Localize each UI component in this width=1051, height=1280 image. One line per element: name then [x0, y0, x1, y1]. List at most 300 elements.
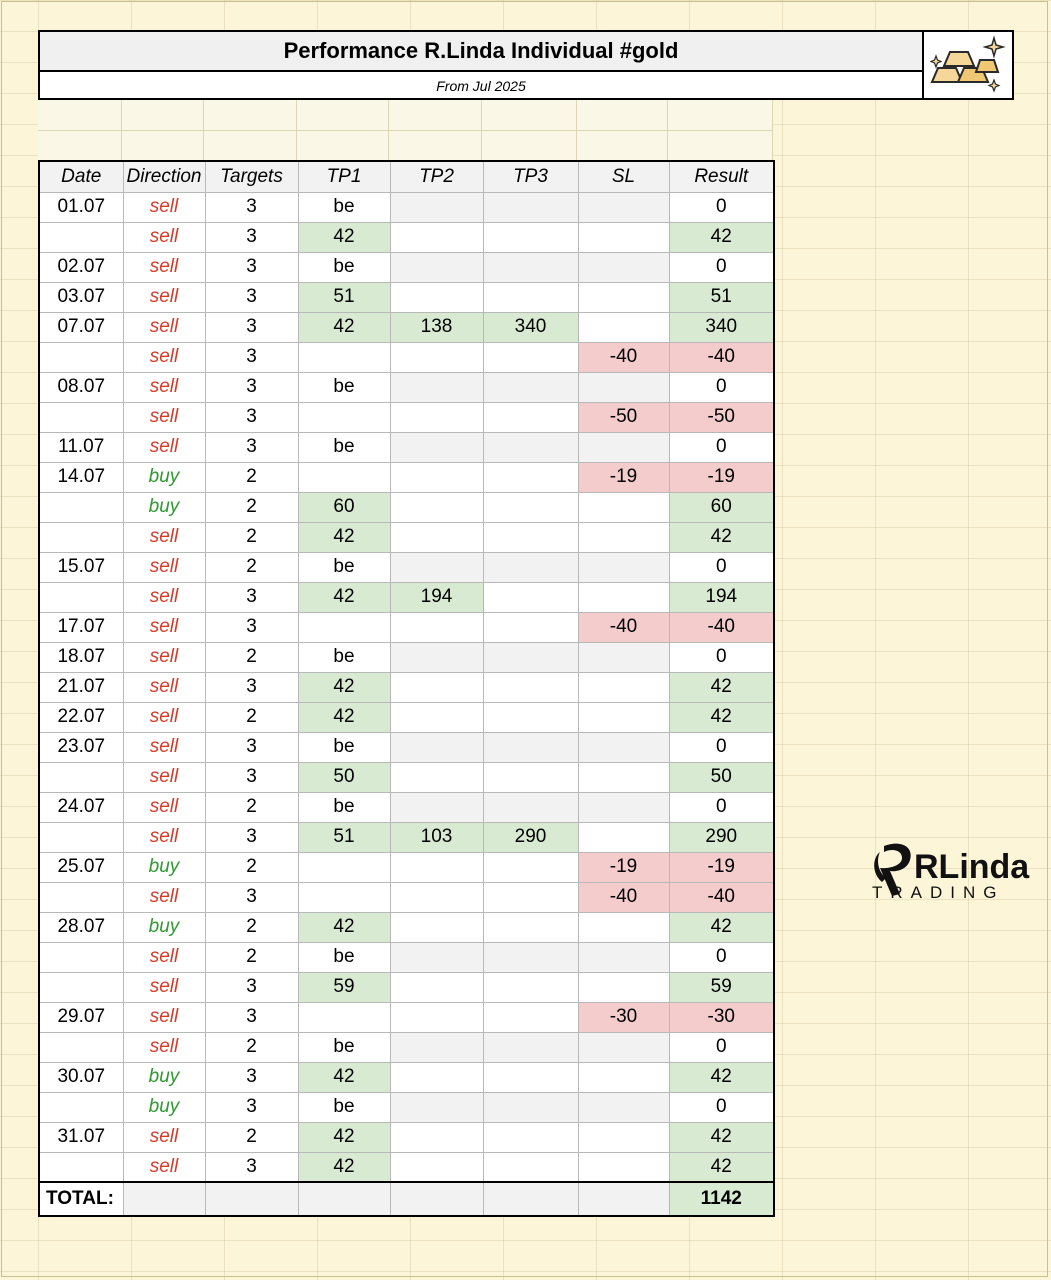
- table-row: [39, 762, 774, 792]
- cell-direction: sell: [123, 1032, 205, 1062]
- cell-direction: buy: [123, 1092, 205, 1122]
- cell-tp1: 42: [298, 912, 390, 942]
- table-row: [39, 552, 774, 582]
- cell-tp2: [390, 972, 483, 1002]
- cell-date: [39, 942, 123, 972]
- col-header-tp2: TP2: [390, 161, 483, 192]
- cell-tp1: be: [298, 792, 390, 822]
- cell-tp3: [483, 1152, 578, 1182]
- cell-result: 0: [669, 732, 774, 762]
- table-row: [39, 1002, 774, 1032]
- cell-sl: -40: [578, 342, 669, 372]
- cell-tp2: [390, 432, 483, 462]
- cell-sl: [578, 312, 669, 342]
- cell-tp2: [390, 912, 483, 942]
- cell-tp2: [390, 282, 483, 312]
- cell-direction: sell: [123, 342, 205, 372]
- cell-targets: 2: [205, 492, 298, 522]
- cell-result: 0: [669, 1032, 774, 1062]
- cell-result: 42: [669, 1152, 774, 1182]
- cell-tp1: be: [298, 192, 390, 222]
- cell-tp1: [298, 612, 390, 642]
- cell-direction: sell: [123, 642, 205, 672]
- cell-sl: [578, 282, 669, 312]
- cell-tp1: 42: [298, 702, 390, 732]
- cell-tp3: [483, 222, 578, 252]
- cell-direction: sell: [123, 672, 205, 702]
- cell-tp3: [483, 882, 578, 912]
- cell-result: 42: [669, 702, 774, 732]
- performance-table: [38, 160, 775, 1217]
- cell-tp2: [390, 702, 483, 732]
- cell-date: 21.07: [39, 672, 123, 702]
- cell-date: 24.07: [39, 792, 123, 822]
- table-row: [39, 462, 774, 492]
- cell-tp3: [483, 522, 578, 552]
- cell-tp2: [390, 492, 483, 522]
- cell-result: -40: [669, 612, 774, 642]
- cell-sl: [578, 672, 669, 702]
- cell-direction: sell: [123, 312, 205, 342]
- cell-sl: [578, 792, 669, 822]
- cell-date: 14.07: [39, 462, 123, 492]
- cell-sl: [578, 822, 669, 852]
- cell-targets: 3: [205, 282, 298, 312]
- cell-direction: sell: [123, 432, 205, 462]
- cell-date: 31.07: [39, 1122, 123, 1152]
- cell-result: 0: [669, 1092, 774, 1122]
- cell-sl: [578, 702, 669, 732]
- cell-date: 29.07: [39, 1002, 123, 1032]
- cell-targets: 2: [205, 462, 298, 492]
- cell-date: 30.07: [39, 1062, 123, 1092]
- cell-direction: sell: [123, 702, 205, 732]
- cell-direction: buy: [123, 1062, 205, 1092]
- cell-direction: sell: [123, 732, 205, 762]
- cell-tp2: [390, 642, 483, 672]
- cell-direction: sell: [123, 282, 205, 312]
- table-row: [39, 582, 774, 612]
- cell-result: 0: [669, 942, 774, 972]
- cell-targets: 2: [205, 702, 298, 732]
- cell-result: 0: [669, 252, 774, 282]
- col-header-targets: Targets: [205, 161, 298, 192]
- cell-tp3: [483, 342, 578, 372]
- cell-date: [39, 522, 123, 552]
- cell-date: 28.07: [39, 912, 123, 942]
- cell-sl: -40: [578, 612, 669, 642]
- cell-date: 15.07: [39, 552, 123, 582]
- table-row: [39, 672, 774, 702]
- cell-tp3: [483, 432, 578, 462]
- cell-sl: -19: [578, 852, 669, 882]
- cell-sl: [578, 1152, 669, 1182]
- total-cell-empty: [578, 1182, 669, 1216]
- cell-targets: 3: [205, 372, 298, 402]
- cell-targets: 3: [205, 822, 298, 852]
- cell-direction: sell: [123, 1122, 205, 1152]
- cell-tp3: [483, 252, 578, 282]
- table-row: [39, 642, 774, 672]
- cell-tp3: [483, 282, 578, 312]
- cell-sl: -50: [578, 402, 669, 432]
- cell-tp3: [483, 792, 578, 822]
- cell-tp1: [298, 882, 390, 912]
- cell-sl: -19: [578, 462, 669, 492]
- table-row: [39, 492, 774, 522]
- cell-tp2: [390, 1032, 483, 1062]
- cell-tp2: [390, 1152, 483, 1182]
- cell-result: 0: [669, 552, 774, 582]
- cell-result: 42: [669, 222, 774, 252]
- col-header-tp3: TP3: [483, 161, 578, 192]
- cell-tp1: 42: [298, 1122, 390, 1152]
- cell-sl: [578, 762, 669, 792]
- cell-tp3: [483, 1032, 578, 1062]
- cell-tp1: be: [298, 372, 390, 402]
- cell-result: 60: [669, 492, 774, 522]
- cell-tp2: [390, 792, 483, 822]
- cell-result: -19: [669, 462, 774, 492]
- cell-tp1: be: [298, 942, 390, 972]
- cell-tp1: be: [298, 1092, 390, 1122]
- cell-targets: 3: [205, 1152, 298, 1182]
- cell-sl: [578, 222, 669, 252]
- total-cell-empty: [205, 1182, 298, 1216]
- cell-tp1: 51: [298, 822, 390, 852]
- cell-result: 50: [669, 762, 774, 792]
- table-header-row: [39, 161, 774, 192]
- cell-result: 290: [669, 822, 774, 852]
- cell-tp3: [483, 912, 578, 942]
- cell-direction: sell: [123, 582, 205, 612]
- table-row: [39, 1122, 774, 1152]
- cell-result: 42: [669, 672, 774, 702]
- cell-tp1: 42: [298, 1062, 390, 1092]
- cell-targets: 2: [205, 522, 298, 552]
- cell-date: 17.07: [39, 612, 123, 642]
- table-row: [39, 612, 774, 642]
- cell-result: -50: [669, 402, 774, 432]
- table-row: [39, 432, 774, 462]
- cell-direction: sell: [123, 942, 205, 972]
- cell-result: 0: [669, 372, 774, 402]
- table-row: [39, 972, 774, 1002]
- cell-result: 51: [669, 282, 774, 312]
- table-row: [39, 912, 774, 942]
- cell-date: 23.07: [39, 732, 123, 762]
- cell-tp2: 103: [390, 822, 483, 852]
- cell-targets: 3: [205, 612, 298, 642]
- cell-direction: sell: [123, 882, 205, 912]
- cell-tp3: [483, 762, 578, 792]
- cell-sl: [578, 1122, 669, 1152]
- table-row: [39, 852, 774, 882]
- cell-targets: 2: [205, 1122, 298, 1152]
- cell-date: [39, 1032, 123, 1062]
- cell-targets: 2: [205, 1032, 298, 1062]
- cell-tp2: [390, 192, 483, 222]
- cell-targets: 3: [205, 432, 298, 462]
- cell-tp1: [298, 402, 390, 432]
- table-row: [39, 402, 774, 432]
- cell-tp3: [483, 942, 578, 972]
- cell-sl: [578, 972, 669, 1002]
- cell-direction: sell: [123, 792, 205, 822]
- cell-tp3: [483, 612, 578, 642]
- cell-sl: -40: [578, 882, 669, 912]
- cell-tp2: [390, 222, 483, 252]
- table-row: [39, 342, 774, 372]
- cell-tp1: 42: [298, 582, 390, 612]
- cell-tp3: 340: [483, 312, 578, 342]
- cell-tp3: [483, 852, 578, 882]
- cell-date: [39, 1152, 123, 1182]
- cell-date: 08.07: [39, 372, 123, 402]
- cell-date: [39, 492, 123, 522]
- total-cell-empty: [123, 1182, 205, 1216]
- cell-tp2: [390, 1122, 483, 1152]
- cell-sl: [578, 192, 669, 222]
- cell-tp1: [298, 342, 390, 372]
- cell-tp3: [483, 672, 578, 702]
- cell-tp2: [390, 522, 483, 552]
- cell-targets: 3: [205, 882, 298, 912]
- cell-tp1: [298, 852, 390, 882]
- cell-date: 11.07: [39, 432, 123, 462]
- cell-targets: 2: [205, 942, 298, 972]
- cell-targets: 3: [205, 312, 298, 342]
- cell-sl: [578, 1062, 669, 1092]
- cell-direction: buy: [123, 492, 205, 522]
- cell-sl: [578, 492, 669, 522]
- page-subtitle: From Jul 2025: [436, 78, 526, 94]
- table-row: [39, 372, 774, 402]
- cell-date: 02.07: [39, 252, 123, 282]
- table-row: [39, 702, 774, 732]
- col-header-result: Result: [669, 161, 774, 192]
- brand-name-text: RLinda: [914, 848, 1030, 886]
- cell-result: 42: [669, 912, 774, 942]
- cell-result: 194: [669, 582, 774, 612]
- cell-sl: [578, 432, 669, 462]
- cell-tp2: [390, 882, 483, 912]
- table-row: [39, 822, 774, 852]
- cell-direction: sell: [123, 522, 205, 552]
- cell-targets: 3: [205, 972, 298, 1002]
- table-row: [39, 222, 774, 252]
- brand-tagline-text: TRADING: [872, 883, 1005, 902]
- cell-targets: 3: [205, 1062, 298, 1092]
- cell-date: [39, 1092, 123, 1122]
- cell-direction: sell: [123, 612, 205, 642]
- cell-targets: 3: [205, 402, 298, 432]
- cell-tp1: [298, 462, 390, 492]
- cell-tp1: 50: [298, 762, 390, 792]
- cell-date: 22.07: [39, 702, 123, 732]
- table-row: [39, 792, 774, 822]
- cell-tp1: 51: [298, 282, 390, 312]
- cell-direction: sell: [123, 972, 205, 1002]
- cell-tp2: [390, 1002, 483, 1032]
- cell-direction: buy: [123, 852, 205, 882]
- table-row: [39, 282, 774, 312]
- col-header-tp1: TP1: [298, 161, 390, 192]
- cell-tp2: [390, 762, 483, 792]
- total-result: 1142: [669, 1182, 774, 1216]
- cell-tp2: [390, 372, 483, 402]
- cell-result: 42: [669, 1062, 774, 1092]
- cell-date: [39, 762, 123, 792]
- cell-tp1: 42: [298, 1152, 390, 1182]
- cell-tp3: [483, 1002, 578, 1032]
- table-row: [39, 312, 774, 342]
- cell-tp2: [390, 1062, 483, 1092]
- cell-direction: sell: [123, 402, 205, 432]
- cell-direction: buy: [123, 912, 205, 942]
- total-cell-empty: [298, 1182, 390, 1216]
- cell-tp1: be: [298, 432, 390, 462]
- cell-sl: [578, 942, 669, 972]
- cell-tp1: 42: [298, 312, 390, 342]
- cell-targets: 2: [205, 642, 298, 672]
- col-header-sl: SL: [578, 161, 669, 192]
- cell-tp3: [483, 972, 578, 1002]
- total-label: TOTAL:: [39, 1182, 123, 1216]
- cell-sl: [578, 1032, 669, 1062]
- cell-result: -19: [669, 852, 774, 882]
- cell-targets: 3: [205, 252, 298, 282]
- page-title: Performance R.Linda Individual #gold: [40, 32, 922, 72]
- cell-tp3: [483, 1092, 578, 1122]
- cell-targets: 3: [205, 222, 298, 252]
- cell-result: 42: [669, 522, 774, 552]
- cell-tp2: [390, 552, 483, 582]
- cell-tp1: be: [298, 732, 390, 762]
- cell-sl: [578, 522, 669, 552]
- cell-result: 0: [669, 192, 774, 222]
- cell-date: [39, 342, 123, 372]
- cell-sl: [578, 372, 669, 402]
- cell-date: [39, 582, 123, 612]
- total-cell-empty: [483, 1182, 578, 1216]
- table-row: [39, 1152, 774, 1182]
- table-row: [39, 942, 774, 972]
- cell-direction: sell: [123, 252, 205, 282]
- cell-sl: [578, 642, 669, 672]
- cell-targets: 2: [205, 552, 298, 582]
- cell-result: 0: [669, 642, 774, 672]
- cell-targets: 3: [205, 732, 298, 762]
- cell-result: 59: [669, 972, 774, 1002]
- cell-tp2: [390, 1092, 483, 1122]
- cell-tp1: be: [298, 642, 390, 672]
- cell-targets: 2: [205, 792, 298, 822]
- cell-tp3: [483, 462, 578, 492]
- cell-tp3: [483, 192, 578, 222]
- table-row: [39, 252, 774, 282]
- cell-tp2: [390, 342, 483, 372]
- cell-tp2: 138: [390, 312, 483, 342]
- cell-direction: sell: [123, 762, 205, 792]
- table-row: [39, 1092, 774, 1122]
- cell-tp1: be: [298, 1032, 390, 1062]
- rlinda-trading-brand: [870, 838, 1030, 908]
- cell-tp1: 42: [298, 522, 390, 552]
- cell-tp1: be: [298, 552, 390, 582]
- table-row: [39, 882, 774, 912]
- cell-date: [39, 402, 123, 432]
- cell-tp2: [390, 252, 483, 282]
- cell-tp2: 194: [390, 582, 483, 612]
- cell-tp3: [483, 1062, 578, 1092]
- table-row: [39, 1062, 774, 1092]
- total-row: [39, 1182, 774, 1216]
- total-cell-empty: [390, 1182, 483, 1216]
- cell-direction: buy: [123, 462, 205, 492]
- cell-date: 01.07: [39, 192, 123, 222]
- col-header-date: Date: [39, 161, 123, 192]
- cell-direction: sell: [123, 222, 205, 252]
- cell-targets: 2: [205, 852, 298, 882]
- cell-tp2: [390, 942, 483, 972]
- cell-tp3: [483, 552, 578, 582]
- cell-date: [39, 882, 123, 912]
- cell-result: 0: [669, 432, 774, 462]
- cell-targets: 3: [205, 342, 298, 372]
- cell-result: 340: [669, 312, 774, 342]
- rlinda-logo-icon: [870, 838, 1030, 908]
- cell-direction: sell: [123, 1002, 205, 1032]
- cell-tp3: [483, 642, 578, 672]
- cell-result: 42: [669, 1122, 774, 1152]
- cell-date: 18.07: [39, 642, 123, 672]
- cell-tp3: [483, 402, 578, 432]
- cell-tp1: 42: [298, 672, 390, 702]
- cell-direction: sell: [123, 192, 205, 222]
- cell-tp3: [483, 732, 578, 762]
- cell-sl: [578, 912, 669, 942]
- table-row: [39, 1032, 774, 1062]
- cell-sl: [578, 252, 669, 282]
- cell-tp3: [483, 702, 578, 732]
- cell-result: -40: [669, 882, 774, 912]
- cell-sl: [578, 552, 669, 582]
- cell-tp3: [483, 372, 578, 402]
- cell-sl: [578, 732, 669, 762]
- cell-direction: sell: [123, 1152, 205, 1182]
- cell-direction: sell: [123, 372, 205, 402]
- cell-tp1: 59: [298, 972, 390, 1002]
- cell-date: [39, 972, 123, 1002]
- cell-targets: 3: [205, 672, 298, 702]
- cell-tp2: [390, 612, 483, 642]
- cell-tp1: [298, 1002, 390, 1032]
- cell-targets: 3: [205, 1002, 298, 1032]
- cell-date: 07.07: [39, 312, 123, 342]
- cell-tp1: 42: [298, 222, 390, 252]
- col-header-direction: Direction: [123, 161, 205, 192]
- cell-tp2: [390, 402, 483, 432]
- cell-result: -30: [669, 1002, 774, 1032]
- cell-direction: sell: [123, 822, 205, 852]
- cell-tp1: 60: [298, 492, 390, 522]
- cell-tp2: [390, 462, 483, 492]
- cell-sl: -30: [578, 1002, 669, 1032]
- cell-targets: 3: [205, 762, 298, 792]
- cell-date: [39, 222, 123, 252]
- cell-targets: 3: [205, 1092, 298, 1122]
